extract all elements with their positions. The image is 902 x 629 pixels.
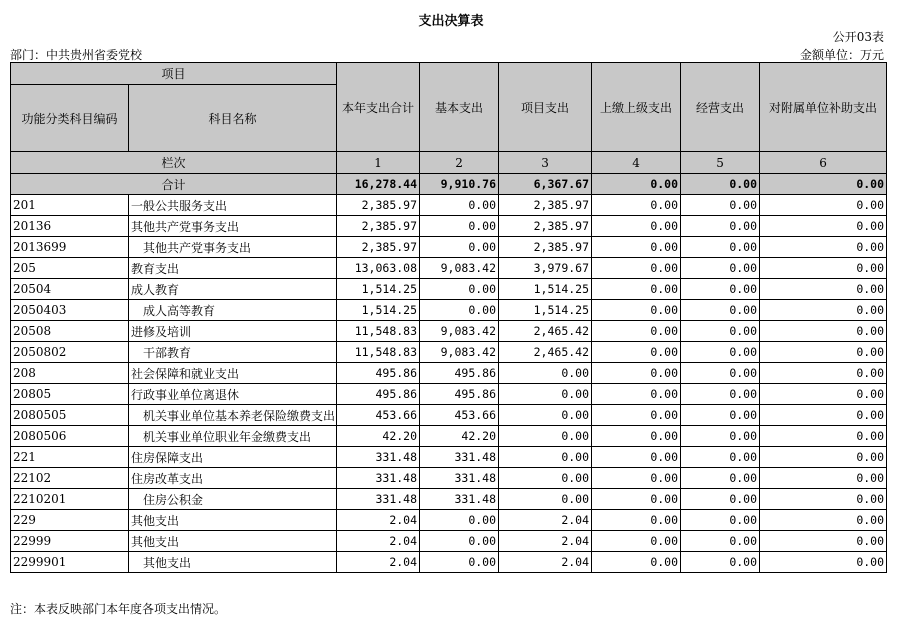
row-value: 0.00 <box>760 510 887 531</box>
row-name: 教育支出 <box>129 258 337 279</box>
row-value: 0.00 <box>681 363 760 384</box>
row-value: 0.00 <box>420 216 499 237</box>
row-value: 2.04 <box>337 531 420 552</box>
row-name: 其他共产党事务支出 <box>129 237 337 258</box>
header-business: 经营支出 <box>681 63 760 152</box>
row-value: 0.00 <box>760 552 887 573</box>
row-value: 11,548.83 <box>337 321 420 342</box>
row-name: 其他支出 <box>129 552 337 573</box>
row-value: 2,385.97 <box>337 195 420 216</box>
row-name: 干部教育 <box>129 342 337 363</box>
row-value: 0.00 <box>681 384 760 405</box>
row-value: 0.00 <box>420 531 499 552</box>
total-value: 9,910.76 <box>420 174 499 195</box>
col-number: 6 <box>760 152 887 174</box>
row-value: 0.00 <box>420 510 499 531</box>
row-name: 机关事业单位职业年金缴费支出 <box>129 426 337 447</box>
row-name: 行政事业单位离退休 <box>129 384 337 405</box>
row-value: 331.48 <box>337 489 420 510</box>
row-value: 0.00 <box>499 405 592 426</box>
row-value: 0.00 <box>760 237 887 258</box>
row-value: 331.48 <box>337 447 420 468</box>
row-value: 0.00 <box>499 489 592 510</box>
row-value: 2.04 <box>337 552 420 573</box>
table-row <box>11 531 887 552</box>
row-code: 229 <box>11 510 129 531</box>
table-row <box>11 426 887 447</box>
row-value: 0.00 <box>760 531 887 552</box>
row-value: 0.00 <box>592 195 681 216</box>
unit-label: 金额单位：万元 <box>799 48 884 62</box>
row-value: 3,979.67 <box>499 258 592 279</box>
row-value: 0.00 <box>592 279 681 300</box>
col-number: 5 <box>681 152 760 174</box>
page-title: 支出决算表 <box>418 14 484 29</box>
col-number: 4 <box>592 152 681 174</box>
row-value: 495.86 <box>420 384 499 405</box>
row-name: 其他支出 <box>129 531 337 552</box>
row-value: 0.00 <box>592 237 681 258</box>
row-value: 0.00 <box>760 468 887 489</box>
row-name: 进修及培训 <box>129 321 337 342</box>
row-name: 机关事业单位基本养老保险缴费支出 <box>129 405 337 426</box>
row-value: 0.00 <box>760 300 887 321</box>
row-value: 0.00 <box>499 384 592 405</box>
row-value: 0.00 <box>681 510 760 531</box>
row-value: 0.00 <box>760 426 887 447</box>
row-value: 0.00 <box>681 279 760 300</box>
row-value: 495.86 <box>420 363 499 384</box>
row-code: 2210201 <box>11 489 129 510</box>
row-name: 一般公共服务支出 <box>129 195 337 216</box>
row-value: 2.04 <box>499 510 592 531</box>
row-value: 453.66 <box>420 405 499 426</box>
row-value: 0.00 <box>681 489 760 510</box>
row-value: 0.00 <box>760 258 887 279</box>
row-value: 0.00 <box>499 468 592 489</box>
row-name: 成人教育 <box>129 279 337 300</box>
row-value: 2.04 <box>337 510 420 531</box>
department-label: 部门：中共贵州省委党校 <box>10 48 143 62</box>
row-value: 2.04 <box>499 531 592 552</box>
header-basic: 基本支出 <box>420 63 499 152</box>
col-number: 3 <box>499 152 592 174</box>
header-item: 项目 <box>11 63 337 85</box>
row-value: 0.00 <box>592 258 681 279</box>
row-value: 2,385.97 <box>337 237 420 258</box>
row-value: 2,465.42 <box>499 321 592 342</box>
table-row <box>11 384 887 405</box>
row-name: 住房改革支出 <box>129 468 337 489</box>
row-value: 0.00 <box>592 552 681 573</box>
row-code: 2080506 <box>11 426 129 447</box>
row-value: 0.00 <box>592 468 681 489</box>
row-value: 0.00 <box>681 300 760 321</box>
row-value: 0.00 <box>760 363 887 384</box>
row-value: 0.00 <box>592 489 681 510</box>
total-value: 6,367.67 <box>499 174 592 195</box>
row-value: 0.00 <box>760 405 887 426</box>
row-value: 331.48 <box>420 489 499 510</box>
table-row <box>11 300 887 321</box>
row-value: 0.00 <box>499 426 592 447</box>
row-code: 22102 <box>11 468 129 489</box>
table-row <box>11 447 887 468</box>
row-value: 0.00 <box>420 279 499 300</box>
row-value: 0.00 <box>592 426 681 447</box>
row-value: 0.00 <box>592 531 681 552</box>
row-code: 2050403 <box>11 300 129 321</box>
row-value: 0.00 <box>681 468 760 489</box>
row-code: 2080505 <box>11 405 129 426</box>
row-value: 0.00 <box>499 447 592 468</box>
row-value: 2,385.97 <box>499 237 592 258</box>
row-value: 0.00 <box>592 510 681 531</box>
total-value: 0.00 <box>760 174 887 195</box>
table-row <box>11 405 887 426</box>
row-value: 0.00 <box>592 363 681 384</box>
row-code: 22999 <box>11 531 129 552</box>
row-value: 11,548.83 <box>337 342 420 363</box>
row-code: 2013699 <box>11 237 129 258</box>
row-code: 221 <box>11 447 129 468</box>
row-value: 0.00 <box>592 216 681 237</box>
row-value: 2,385.97 <box>499 216 592 237</box>
table-row <box>11 237 887 258</box>
total-value: 16,278.44 <box>337 174 420 195</box>
row-value: 0.00 <box>681 195 760 216</box>
row-value: 42.20 <box>337 426 420 447</box>
total-value: 0.00 <box>592 174 681 195</box>
row-value: 0.00 <box>681 237 760 258</box>
row-value: 0.00 <box>420 195 499 216</box>
row-value: 0.00 <box>760 447 887 468</box>
header-subsidy: 对附属单位补助支出 <box>760 63 887 152</box>
row-value: 0.00 <box>760 279 887 300</box>
row-value: 0.00 <box>681 447 760 468</box>
table-row <box>11 321 887 342</box>
row-value: 0.00 <box>681 216 760 237</box>
row-value: 0.00 <box>760 321 887 342</box>
row-value: 0.00 <box>592 321 681 342</box>
table-row <box>11 468 887 489</box>
row-value: 0.00 <box>592 342 681 363</box>
header-total: 本年支出合计 <box>337 63 420 152</box>
row-name: 其他支出 <box>129 510 337 531</box>
row-code: 2050802 <box>11 342 129 363</box>
table-row <box>11 510 887 531</box>
row-value: 1,514.25 <box>337 279 420 300</box>
row-value: 331.48 <box>420 468 499 489</box>
row-value: 331.48 <box>420 447 499 468</box>
table-row <box>11 363 887 384</box>
row-code: 20136 <box>11 216 129 237</box>
row-value: 0.00 <box>760 489 887 510</box>
total-value: 0.00 <box>681 174 760 195</box>
row-code: 208 <box>11 363 129 384</box>
row-value: 453.66 <box>337 405 420 426</box>
row-value: 2,465.42 <box>499 342 592 363</box>
row-value: 0.00 <box>499 363 592 384</box>
row-value: 331.48 <box>337 468 420 489</box>
row-value: 1,514.25 <box>499 279 592 300</box>
table-row <box>11 489 887 510</box>
row-value: 0.00 <box>592 300 681 321</box>
col-number: 1 <box>337 152 420 174</box>
row-name: 住房保障支出 <box>129 447 337 468</box>
row-code: 20805 <box>11 384 129 405</box>
row-value: 2.04 <box>499 552 592 573</box>
row-value: 495.86 <box>337 384 420 405</box>
row-value: 9,083.42 <box>420 342 499 363</box>
row-value: 1,514.25 <box>499 300 592 321</box>
row-value: 0.00 <box>592 405 681 426</box>
row-code: 20508 <box>11 321 129 342</box>
row-value: 2,385.97 <box>499 195 592 216</box>
table-row <box>11 258 887 279</box>
row-value: 0.00 <box>420 300 499 321</box>
table-row <box>11 195 887 216</box>
row-value: 0.00 <box>760 216 887 237</box>
row-name: 住房公积金 <box>129 489 337 510</box>
row-name: 成人高等教育 <box>129 300 337 321</box>
table-row <box>11 216 887 237</box>
footnote: 注：本表反映部门本年度各项支出情况。 <box>10 602 227 616</box>
total-row <box>11 174 887 195</box>
header-row-label: 栏次 <box>11 152 337 174</box>
row-value: 2,385.97 <box>337 216 420 237</box>
row-value: 0.00 <box>681 405 760 426</box>
row-value: 0.00 <box>760 342 887 363</box>
row-name: 社会保障和就业支出 <box>129 363 337 384</box>
row-value: 42.20 <box>420 426 499 447</box>
row-value: 9,083.42 <box>420 258 499 279</box>
row-value: 13,063.08 <box>337 258 420 279</box>
header-name: 科目名称 <box>129 85 337 152</box>
row-code: 201 <box>11 195 129 216</box>
header-project: 项目支出 <box>499 63 592 152</box>
row-value: 0.00 <box>681 342 760 363</box>
row-code: 2299901 <box>11 552 129 573</box>
expenditure-table <box>10 62 887 573</box>
table-row <box>11 279 887 300</box>
row-value: 0.00 <box>681 531 760 552</box>
row-value: 0.00 <box>681 552 760 573</box>
row-value: 0.00 <box>420 552 499 573</box>
row-value: 0.00 <box>681 321 760 342</box>
row-value: 0.00 <box>420 237 499 258</box>
table-row <box>11 552 887 573</box>
header-upper: 上缴上级支出 <box>592 63 681 152</box>
col-number: 2 <box>420 152 499 174</box>
row-code: 20504 <box>11 279 129 300</box>
header-code: 功能分类科目编码 <box>11 85 129 152</box>
table-row <box>11 342 887 363</box>
row-code: 205 <box>11 258 129 279</box>
row-value: 0.00 <box>592 447 681 468</box>
row-value: 495.86 <box>337 363 420 384</box>
form-number: 公开03表 <box>832 30 884 44</box>
total-label: 合计 <box>11 174 337 195</box>
row-name: 其他共产党事务支出 <box>129 216 337 237</box>
row-value: 0.00 <box>760 384 887 405</box>
row-value: 9,083.42 <box>420 321 499 342</box>
row-value: 0.00 <box>681 258 760 279</box>
row-value: 1,514.25 <box>337 300 420 321</box>
row-value: 0.00 <box>592 384 681 405</box>
row-value: 0.00 <box>681 426 760 447</box>
row-value: 0.00 <box>760 195 887 216</box>
